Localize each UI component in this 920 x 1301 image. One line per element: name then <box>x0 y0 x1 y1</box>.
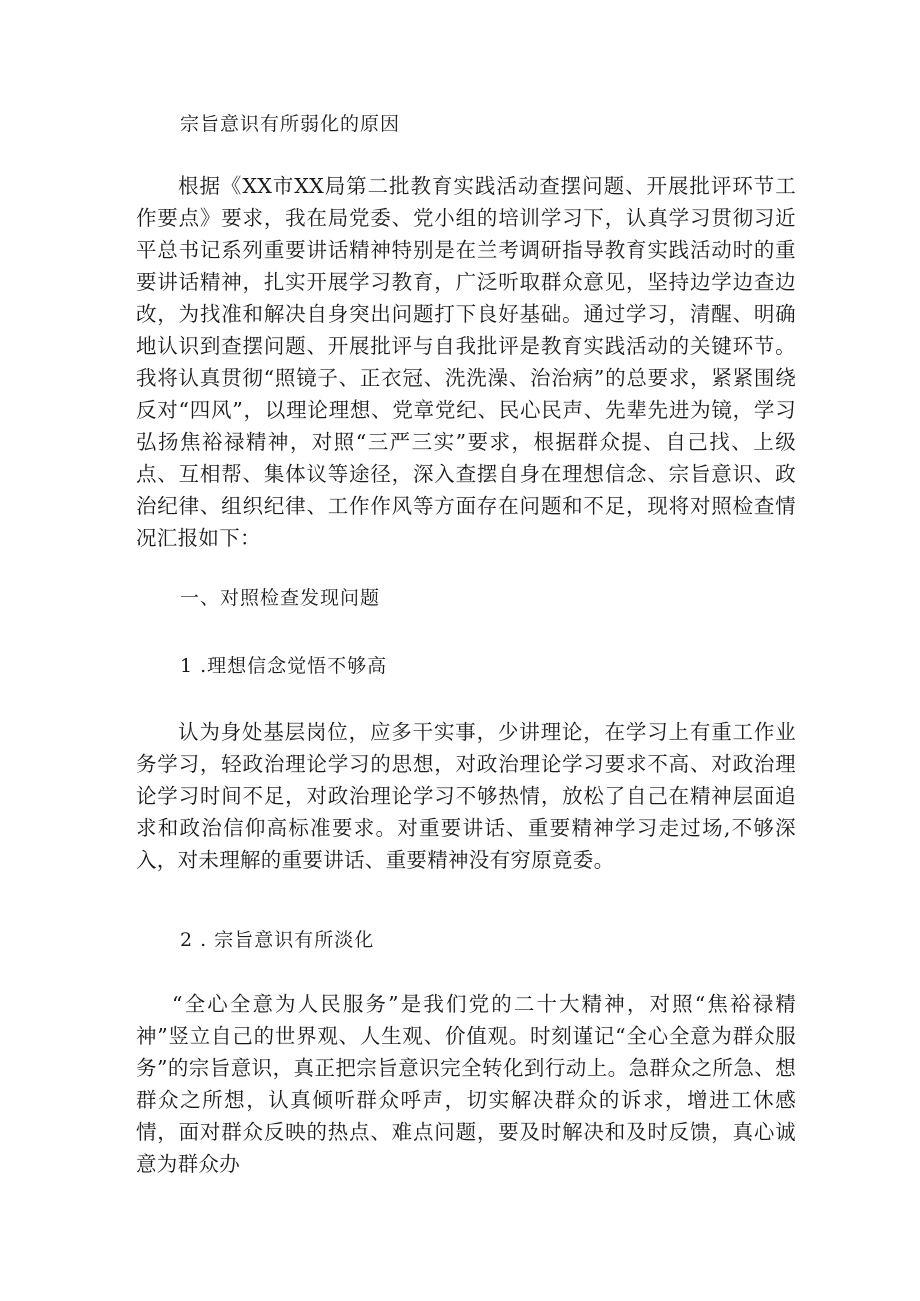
intro-paragraph: 根据《XX市XX局第二批教育实践活动查摆问题、开展批评环节工作要点》要求，我在局党委、党小组的培训学习下，认真学习贯彻习近平总书记系列重要讲话精神特别是在兰考调研指导教育实践活动时的重要讲话精神，扎实开展学习教育，广泛听取群众意见，坚持边学边查边改，为找准和解决自身突出问题打下良好基础。通过学习，清醒、明确地认识到查摆问题、开展批评与自我批评是教育实践活动的关键环节。我将认真贯彻“照镜子、正衣冠、洗洗澡、治治病”的总要求，紧紧围绕反对“四风”，以理论理想、党章党纪、民心民声、先辈先进为镜，学习弘扬焦裕禄精神，对照“三严三实”要求，根据群众提、自己找、上级点、互相帮、集体议等途径，深入查摆自身在理想信念、宗旨意识、政治纪律、组织纪律、工作作风等方面存在问题和不足，现将对照检查情况汇报如下： <box>136 174 796 550</box>
item-one-paragraph: 认为身处基层岗位，应多干实事，少讲理论，在学习上有重工作业务学习，轻政治理论学习的思想，对政治理论学习要求不高、对政治理论学习时间不足，对政治理论学习不够热情，放松了自己在精神层面追求和政治信仰高标准要求。对重要讲话、重要精神学习走过场,不够深入，对未理解的重要讲话、重要精神没有穷原竟委。 <box>136 720 796 872</box>
section-heading-one: 一、对照检查发现问题 <box>180 587 381 609</box>
item-two-heading: 2 . 宗旨意识有所淡化 <box>180 929 375 951</box>
document-title: 宗旨意识有所弱化的原因 <box>180 113 401 135</box>
item-one-heading: 1 .理想信念觉悟不够高 <box>180 655 388 677</box>
item-two-paragraph: “全心全意为人民服务”是我们党的二十大精神，对照“焦裕禄精神”竖立自己的世界观、人生观、价值观。时刻谨记“全心全意为群众服务”的宗旨意识，真正把宗旨意识完全转化到行动上。急群众之所急、想群众之所想，认真倾听群众呼声，切实解决群众的诉求，增进工休感情，面对群众反映的热点、难点问题，要及时解决和及时反馈，真心诚意为群众办 <box>136 992 796 1176</box>
